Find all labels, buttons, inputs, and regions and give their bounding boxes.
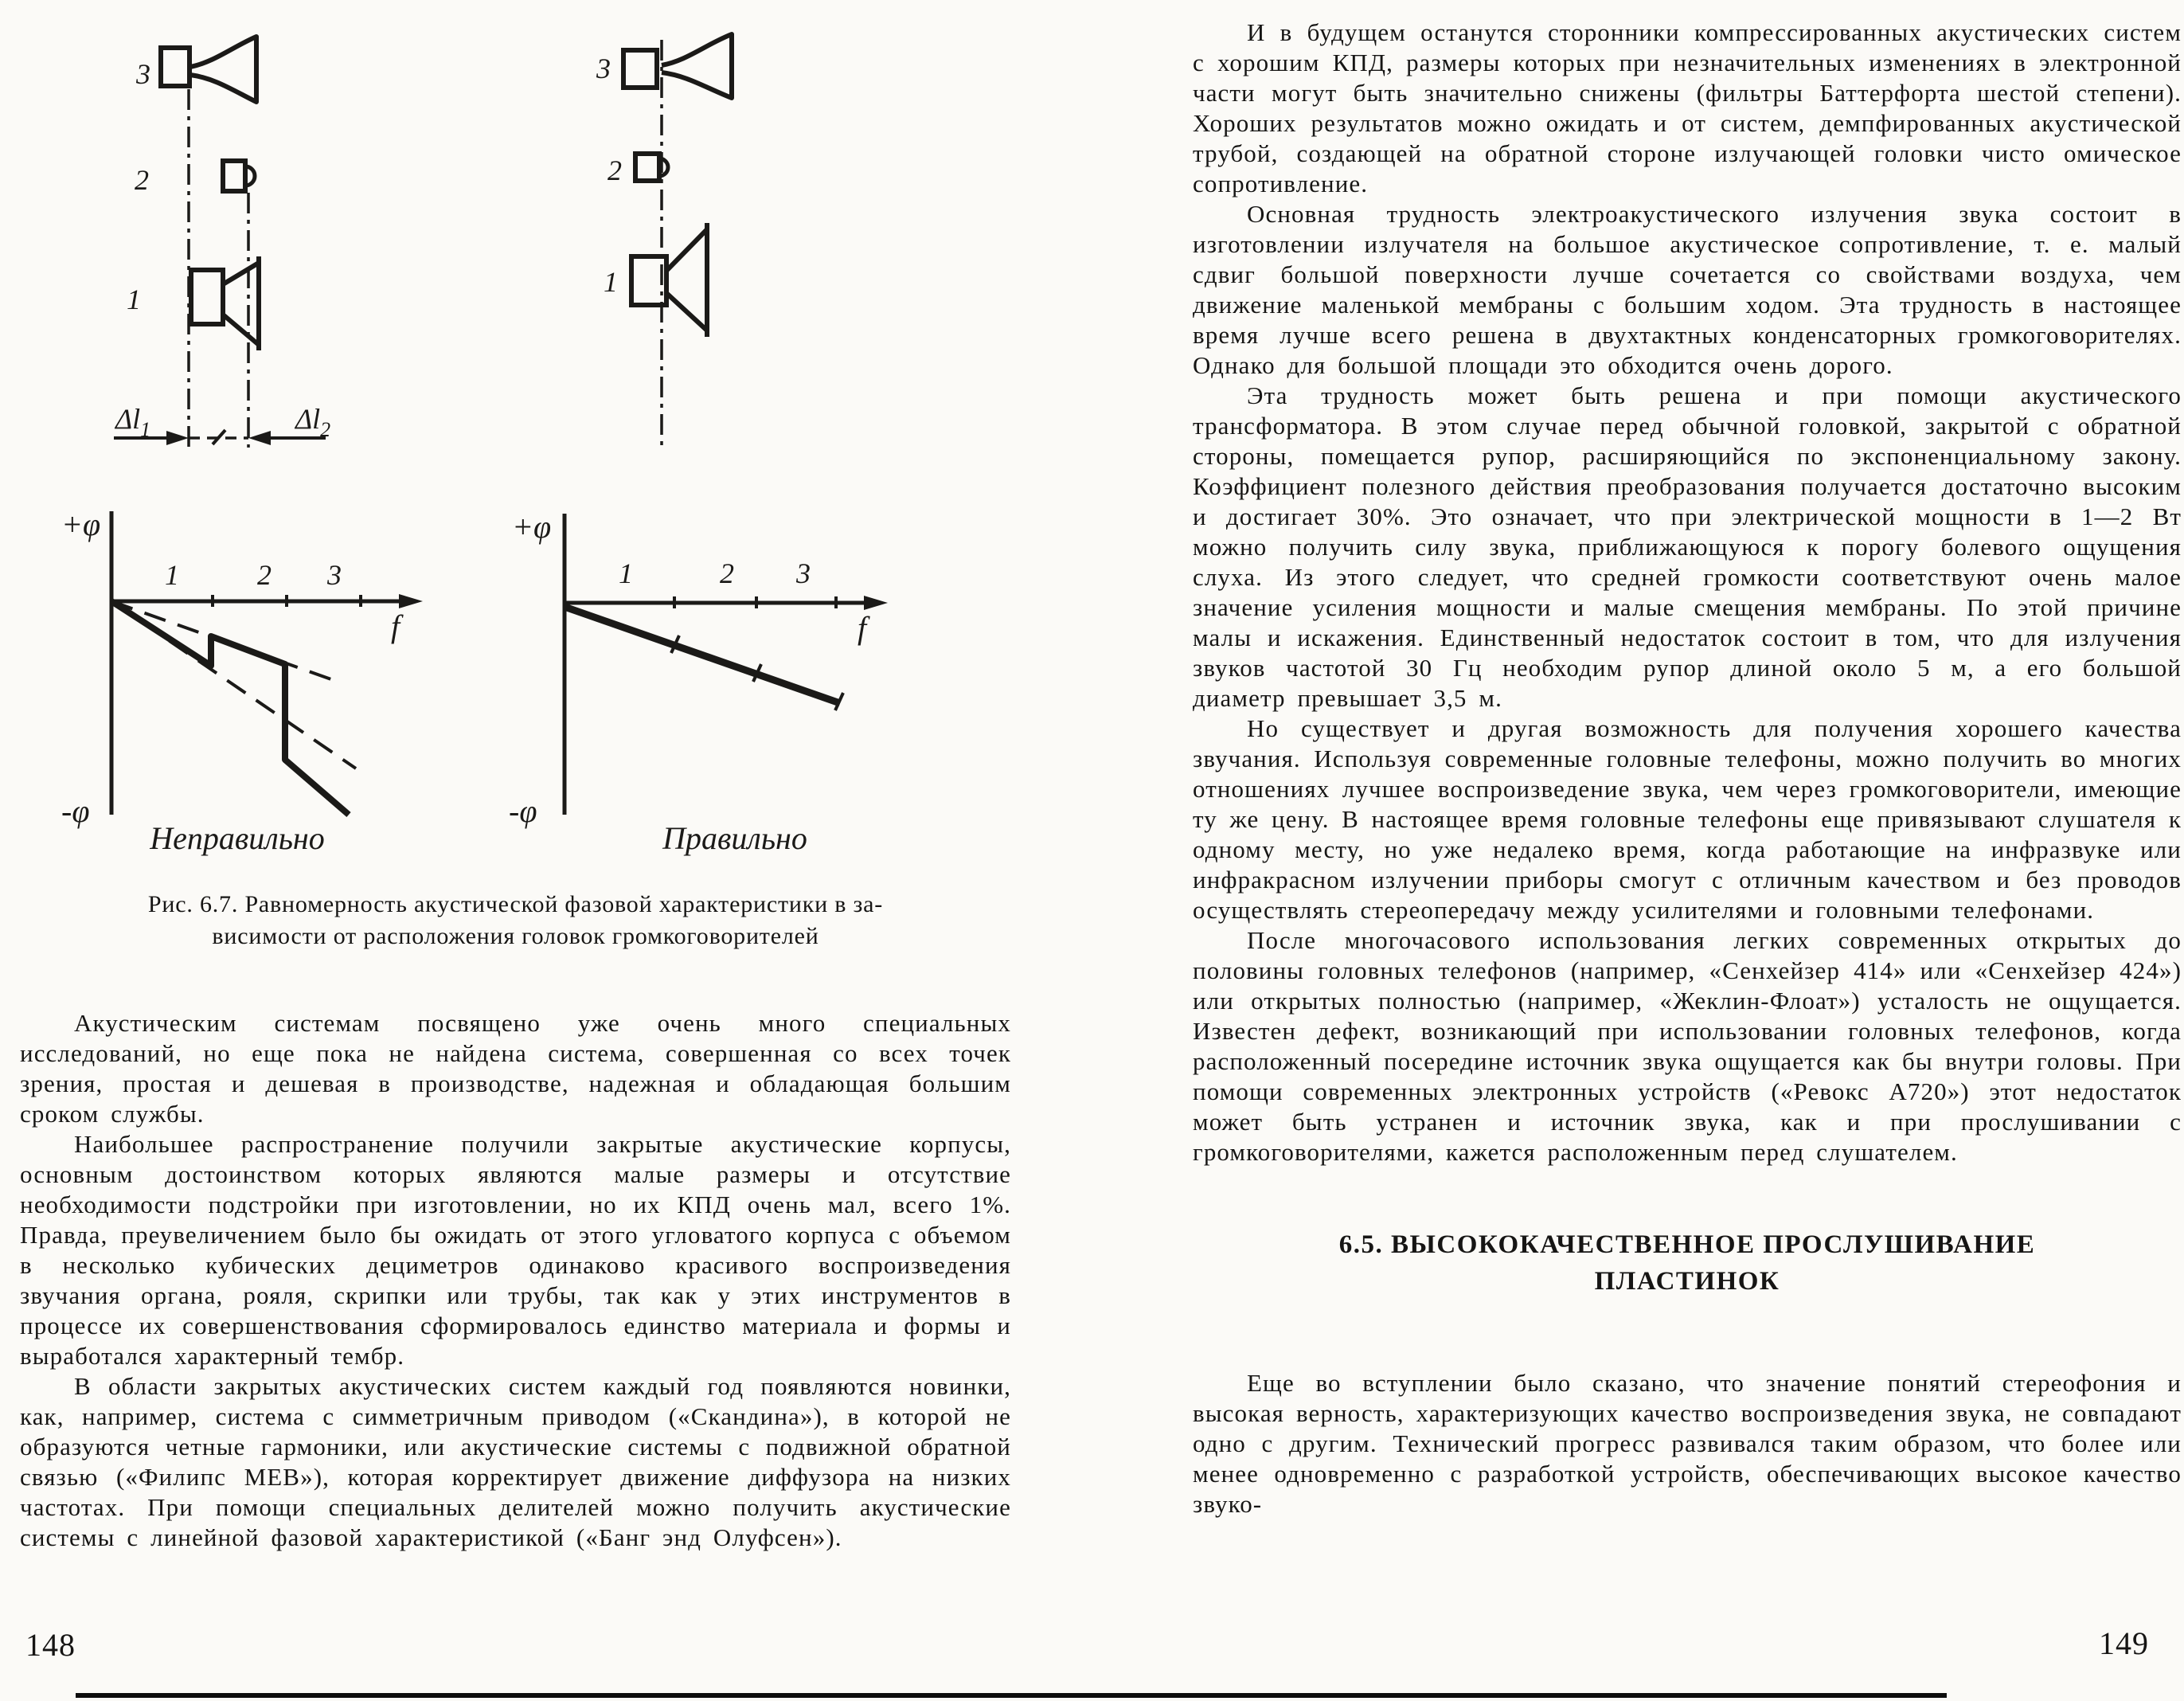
phase-graph-correct [509,509,888,856]
tick-label-3: 3 [796,557,811,589]
phase-response-line [565,607,840,703]
scan-bottom-rule [76,1693,1947,1698]
body-paragraph: В области закрытых акустических систем каждый год появляются новинки, как, например, система с симметричным приводом («Скандина»), в которой не образуются четные гармоники, или акустические системы с подвижной обратной связью («Филипс МЕВ»), которая корректирует движение диффузора на низких частотах. При помощи специальных делителей можно получить акустические системы с линейной фазовой характеристикой («Банг энд Олуфсен»). [20,1372,1011,1551]
page-number-148: 148 [25,1627,76,1663]
x-axis-arrowhead [399,594,423,608]
page-number-149: 149 [2099,1625,2149,1661]
ideal-phase-dashed-2 [111,601,356,768]
speaker-3-label: 3 [136,58,150,90]
section-heading-line1: 6.5. ВЫСОКОКАЧЕСТВЕННОЕ ПРОСЛУШИВАНИЕ [1338,1230,2036,1259]
speaker-2-label: 2 [135,164,149,196]
offset2-sub: 2 [320,418,331,441]
body-paragraph: Основная трудность электроакустического излучения звука состоит в изготовлении излучателя на большое акустическое сопротивление, т. е. малый сдвиг большой поверхности лучше сочетается со свойствами воздуха, чем движение маленькой мембраны с большим ходом. Эта трудность в настоящее время лучше всего решена в двухтактных конденсаторных громкоговорителях. Однако для большой площади это обходится очень дорого. [1193,200,2182,379]
response-line-ticks [671,635,843,710]
offset2-arrowhead [248,431,271,445]
speaker-diagram-aligned [596,34,732,448]
body-paragraph: Наибольшее распространение получили закрытые акустические корпусы, основным достоинством которых являются малые размеры и отсутствие необходимости подстройки при изготовлении, но их КПД очень мал, всего 1%. Правда, преувеличением было бы ожидать от этого угловатого корпуса с объемом в несколько кубических дециметров одинаково красивого воспроизведения звучания органа, рояля, скрипки или трубы, так как у этих инструментов в процессе их совершенствования сформировалось единство материала и формы и выработался характерный тембр. [20,1130,1011,1370]
body-paragraph: После многочасового использования легких современных открытых до половины головных телефонов (например, «Сенхейзер 414» или «Сенхейзер 424») или открытых полностью (например, «Жеклин-Флоат») усталость не ощущается. Известен дефект, возникающий при использовании головных телефонов, когда расположенный посередине источник звука ощущается как бы внутри головы. При помощи современных электронных устройств («Ревокс А720») этот недостаток может быть устранен и источник звука, как и при прослушивании с громкоговорителями, кажется расположенным перед слушателем. [1193,926,2182,1166]
body-paragraph: Еще во вступлении было сказано, что значение понятий стереофония и высокая верность, характеризующих качество воспроизведения звука, не совпадают одно с другим. Технический прогресс развивался таким образом, что более или менее одновременно с разработкой устройств, обеспечивающих высокое качество звуко- [1193,1369,2182,1518]
offset2-base: Δl [295,403,321,435]
ideal-phase-dashed-1 [111,601,342,683]
graph-caption-correct: Правильно [662,820,807,856]
y-axis-negative-label: -φ [509,793,537,829]
tick-label-1: 1 [165,559,179,591]
midrange-driver-icon [635,154,659,181]
figure-caption [20,889,1011,952]
body-paragraph: Но существует и другая возможность для получения хорошего качества звучания. Используя современные головные телефоны, можно получить во многих отношениях лучшее воспроизведение звука, чем через громкоговорители, имеющие ту же цену. В настоящее время головные телефоны еще привязывают слушателя к одному месту, но уже недалеко время, когда работающие на инфразвуке или инфракрасном излучении приборы смогут с отличным качеством и без проводов осуществлять стереопередачу между усилителями и головными телефонами. [1193,714,2182,924]
figure-caption-line2: висимости от расположения головок громкоговорителей [212,923,819,949]
left-page-column [20,8,1011,1553]
tweeter-horn-icon [662,34,732,98]
tick-label-3: 3 [327,559,342,591]
woofer-cone-icon [223,256,259,350]
speaker-3-label: 3 [596,53,611,84]
x-axis-label: f [391,608,400,644]
tick-label-2: 2 [257,559,272,591]
tweeter-driver-icon [161,48,189,86]
figure-caption-line1: Рис. 6.7. Равномерность акустической фазовой характеристики в за- [147,891,884,917]
left-page-body [20,1008,1011,1553]
graph-caption-incorrect: Неправильно [150,820,325,856]
y-axis-positive-label: +φ [61,506,101,542]
x-axis-arrowhead [864,596,888,610]
y-axis-negative-label: -φ [61,793,90,829]
body-paragraph: И в будущем останутся сторонники компрессированных акустических систем с хорошим КПД, размеры которых при незначительных изменениях в электронной части могут быть значительно снижены (фильтры Баттерфорта шестой степени). Хороших результатов можно ожидать и от систем, демпфированных акустической трубой, создающей на обратной стороне излучающей головки чисто омическое сопротивление. [1193,18,2182,197]
offset1-sub: 1 [140,418,151,441]
x-axis-label: f [858,610,867,646]
section-heading-line2: ПЛАСТИНОК [1594,1267,1780,1296]
tick-label-1: 1 [619,557,633,589]
woofer-cone-icon [666,223,707,337]
offset-delta-l1-label [114,403,150,441]
speaker-2-label: 2 [608,154,622,186]
offset-delta-l2-label [294,403,330,441]
right-page-body [1193,18,2182,1519]
phase-graph-incorrect [61,506,423,856]
section-heading [1225,1226,2150,1300]
offset1-base: Δl [115,403,141,435]
body-paragraph: Эта трудность может быть решена и при помощи акустического трансформатора. В этом случае перед обычной головкой, закрытой с обратной стороны, помещается рупор, расширяющийся по экспоненциальному закону. Коэффициент полезного действия преобразования получается достаточно высоким и достигает 30%. Это означает, что при электрической мощности в 1—2 Вт можно получить силу звука, приближающуюся к порогу болевого ощущения слуха. Из этого следует, что средней громкости соответствуют очень малое значение усиления мощности и малые смещения мембраны. По этой причине малы и искажения. Единственный недостаток состоит в том, что для излучения звуков частотой 30 Гц необходим рупор длиной около 5 м, а его большой диаметр превышает 3,5 м. [1193,381,2182,712]
speaker-1-label: 1 [604,266,618,298]
midrange-driver-icon [223,161,245,191]
tweeter-horn-icon [190,37,256,102]
figure-6-7-illustration [20,8,1011,868]
tick-label-2: 2 [720,557,734,589]
tweeter-driver-icon [623,50,657,88]
y-axis-positive-label: +φ [512,509,552,545]
right-page-column [1193,18,2182,1519]
body-paragraph: Акустическим системам посвящено уже очень много специальных исследований, но еще пока не найдена система, совершенная со всех точек зрения, простая и дешевая в производстве, надежная и обладающая большим сроком службы. [20,1009,1011,1128]
phase-response-curve [111,601,349,815]
speaker-1-label: 1 [127,284,141,315]
speaker-diagram-misaligned [114,37,330,448]
offset1-arrowhead [166,431,189,445]
woofer-driver-icon [191,270,223,324]
